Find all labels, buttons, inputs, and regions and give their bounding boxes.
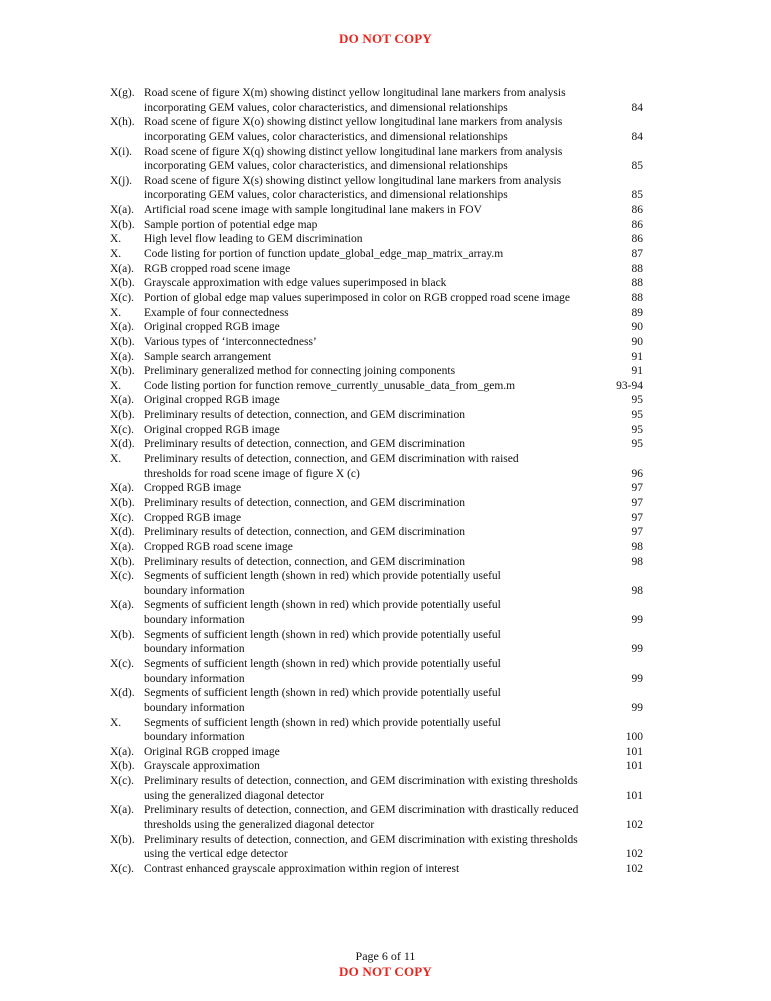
page-ref: 100	[625, 731, 643, 744]
toc-entry	[110, 569, 643, 598]
figure-label: X(a).	[110, 804, 134, 817]
figure-title: Cropped RGB road scene image	[144, 540, 293, 553]
toc-entry	[110, 540, 643, 555]
figure-title: Preliminary results of detection, connection, and GEM discrimination with drastically reduced	[144, 804, 579, 817]
toc-entry-line	[110, 862, 643, 877]
toc-entry	[110, 745, 643, 760]
figure-title: boundary information	[144, 701, 245, 714]
figure-title: Original RGB cropped image	[144, 745, 280, 758]
figure-label: X.	[110, 248, 122, 261]
toc-entry	[110, 115, 643, 144]
figure-title: Code listing portion for function remove_currently_unusable_data_from_gem.m	[144, 379, 516, 392]
toc-entry-line	[110, 540, 643, 555]
figure-title: Various types of ‘interconnectedness’	[144, 335, 317, 348]
toc-entry-line	[110, 437, 643, 452]
toc-entry-line	[110, 247, 643, 262]
toc-entry-line	[110, 569, 643, 584]
page-ref: 86	[631, 233, 643, 246]
toc-entry-line	[110, 320, 643, 335]
figure-title: Segments of sufficient length (shown in red) which provide potentially useful	[144, 570, 501, 583]
figure-title: Original cropped RGB image	[144, 321, 280, 334]
page-ref: 90	[631, 335, 643, 348]
toc-entry-line	[110, 657, 643, 672]
toc-entry-continuation	[110, 159, 643, 174]
figure-title: Preliminary results of detection, connection, and GEM discrimination	[144, 438, 465, 451]
page-ref: 96	[631, 467, 643, 480]
toc-entry-line	[110, 232, 643, 247]
toc-entry-line	[110, 86, 643, 101]
figure-title: boundary information	[144, 731, 245, 744]
figure-title: using the vertical edge detector	[144, 848, 288, 861]
page-ref: 99	[631, 672, 643, 685]
figure-title: incorporating GEM values, color characteristics, and dimensional relationships	[144, 130, 508, 143]
figure-label: X(a).	[110, 482, 134, 495]
page-ref: 97	[631, 511, 643, 524]
page-ref: 88	[631, 277, 643, 290]
figure-title: Segments of sufficient length (shown in red) which provide potentially useful	[144, 687, 501, 700]
toc-entry-continuation	[110, 730, 643, 745]
figure-label: X(c).	[110, 657, 134, 670]
page-ref: 102	[625, 862, 643, 875]
toc-entry	[110, 481, 643, 496]
page-ref: 98	[631, 555, 643, 568]
toc-entry	[110, 174, 643, 203]
toc-entry-continuation	[110, 789, 643, 804]
toc-entry-line	[110, 745, 643, 760]
toc-entry	[110, 86, 643, 115]
toc-entry	[110, 232, 643, 247]
figure-label: X(a).	[110, 321, 134, 334]
toc-entry	[110, 496, 643, 511]
figure-title: using the generalized diagonal detector	[144, 789, 325, 802]
toc-entry	[110, 306, 643, 321]
toc-entry-continuation	[110, 701, 643, 716]
toc-entry-continuation	[110, 642, 643, 657]
toc-entry	[110, 716, 643, 745]
toc-entry	[110, 833, 643, 862]
toc-entry-line	[110, 598, 643, 613]
page-ref: 86	[631, 218, 643, 231]
toc-entry-line	[110, 408, 643, 423]
toc-entry-line	[110, 555, 643, 570]
toc-entry-continuation	[110, 613, 643, 628]
toc-entry	[110, 262, 643, 277]
toc-entry-continuation	[110, 467, 643, 482]
toc-entry	[110, 335, 643, 350]
toc-entry-line	[110, 364, 643, 379]
toc-entry-line	[110, 686, 643, 701]
figure-title: RGB cropped road scene image	[144, 262, 291, 275]
toc-entry-continuation	[110, 847, 643, 862]
table-of-figures	[110, 86, 643, 877]
figure-title: Preliminary results of detection, connection, and GEM discrimination with existing thresholds	[144, 775, 578, 788]
page-ref: 101	[625, 745, 643, 758]
page-ref: 84	[631, 130, 643, 143]
toc-entry	[110, 291, 643, 306]
page-ref: 95	[631, 409, 643, 422]
figure-label: X(b).	[110, 833, 135, 846]
page-ref: 97	[631, 482, 643, 495]
toc-entry	[110, 686, 643, 715]
toc-entry-continuation	[110, 672, 643, 687]
toc-entry-line	[110, 218, 643, 233]
page-ref: 95	[631, 394, 643, 407]
page-ref: 101	[625, 760, 643, 773]
toc-entry	[110, 555, 643, 570]
toc-entry-line	[110, 350, 643, 365]
toc-entry-line	[110, 115, 643, 130]
figure-label: X(b).	[110, 277, 135, 290]
toc-entry-continuation	[110, 584, 643, 599]
toc-entry	[110, 276, 643, 291]
toc-entry	[110, 320, 643, 335]
figure-label: X(c).	[110, 511, 134, 524]
figure-label: X(a).	[110, 745, 134, 758]
figure-title: Preliminary results of detection, connection, and GEM discrimination with raised	[144, 453, 519, 466]
figure-label: X(d).	[110, 526, 135, 539]
toc-entry	[110, 452, 643, 481]
page-ref: 85	[631, 189, 643, 202]
page-ref: 87	[631, 248, 643, 261]
figure-label: X.	[110, 233, 122, 246]
toc-entry	[110, 379, 643, 394]
figure-title: Code listing for portion of function update_global_edge_map_matrix_array.m	[144, 248, 504, 261]
figure-label: X(b).	[110, 496, 135, 509]
figure-title: incorporating GEM values, color characteristics, and dimensional relationships	[144, 189, 508, 202]
figure-title: Preliminary results of detection, connection, and GEM discrimination	[144, 496, 465, 509]
toc-entry	[110, 437, 643, 452]
toc-entry-line	[110, 262, 643, 277]
page-ref: 85	[631, 160, 643, 173]
toc-entry-line	[110, 145, 643, 160]
page-ref: 97	[631, 496, 643, 509]
figure-label: X(a).	[110, 350, 134, 363]
figure-label: X(b).	[110, 409, 135, 422]
toc-entry-line	[110, 511, 643, 526]
figure-label: X(h).	[110, 116, 135, 129]
figure-label: X(d).	[110, 687, 135, 700]
do-not-copy-banner-bottom: DO NOT COPY	[339, 964, 432, 979]
figure-title: incorporating GEM values, color characteristics, and dimensional relationships	[144, 101, 508, 114]
figure-title: Contrast enhanced grayscale approximation within region of interest	[144, 862, 460, 875]
page-ref: 99	[631, 614, 643, 627]
toc-entry-line	[110, 423, 643, 438]
figure-label: X(b).	[110, 218, 135, 231]
figure-title: Road scene of figure X(q) showing distinct yellow longitudinal lane markers from analysis	[144, 145, 563, 158]
figure-title: Portion of global edge map values superimposed in color on RGB cropped road scene image	[144, 291, 571, 304]
figure-label: X(g).	[110, 87, 135, 99]
page-ref: 91	[631, 350, 643, 363]
figure-title: Segments of sufficient length (shown in red) which provide potentially useful	[144, 657, 501, 670]
toc-entry	[110, 203, 643, 218]
toc-entry	[110, 759, 643, 774]
page-ref: 95	[631, 423, 643, 436]
page-ref: 84	[631, 101, 643, 114]
toc-entry	[110, 774, 643, 803]
figure-title: Grayscale approximation	[144, 760, 260, 773]
page-ref: 86	[631, 204, 643, 217]
toc-entry-line	[110, 759, 643, 774]
figure-title: boundary information	[144, 584, 245, 597]
page-number: Page 6 of 11	[355, 949, 416, 963]
figure-title: thresholds for road scene image of figure X (c)	[144, 467, 360, 480]
figure-title: High level flow leading to GEM discrimination	[144, 233, 363, 246]
figure-label: X(b).	[110, 555, 135, 568]
toc-entry-line	[110, 306, 643, 321]
do-not-copy-banner-top: DO NOT COPY	[339, 31, 432, 46]
toc-entry-continuation	[110, 818, 643, 833]
figure-title: Preliminary results of detection, connection, and GEM discrimination with existing thresholds	[144, 833, 578, 846]
toc-entry-continuation	[110, 101, 643, 116]
page-ref: 98	[631, 584, 643, 597]
toc-entry-continuation	[110, 188, 643, 203]
toc-entry-line	[110, 481, 643, 496]
figure-label: X(a).	[110, 599, 134, 612]
figure-title: Segments of sufficient length (shown in red) which provide potentially useful	[144, 599, 501, 612]
toc-entry	[110, 525, 643, 540]
toc-entry-line	[110, 276, 643, 291]
figure-label: X(b).	[110, 335, 135, 348]
figure-label: X.	[110, 453, 122, 466]
toc-entry	[110, 408, 643, 423]
toc-entry	[110, 393, 643, 408]
figure-title: Sample search arrangement	[144, 350, 272, 363]
toc-entry-continuation	[110, 130, 643, 145]
page-ref: 88	[631, 262, 643, 275]
page-ref: 99	[631, 643, 643, 656]
toc-entry-line	[110, 525, 643, 540]
toc-entry-line	[110, 833, 643, 848]
toc-entry-line	[110, 716, 643, 731]
figure-title: boundary information	[144, 614, 245, 627]
toc-entry-line	[110, 774, 643, 789]
figure-label: X(j).	[110, 174, 133, 187]
toc-entry-line	[110, 393, 643, 408]
toc-entry-line	[110, 628, 643, 643]
figure-title: Preliminary results of detection, connection, and GEM discrimination	[144, 526, 465, 539]
page-ref: 101	[625, 789, 643, 802]
toc-entry	[110, 350, 643, 365]
page-ref: 99	[631, 701, 643, 714]
figure-label: X.	[110, 716, 122, 729]
figure-title: Cropped RGB image	[144, 482, 242, 495]
page-ref: 97	[631, 526, 643, 539]
figure-title: Example of four connectedness	[144, 306, 289, 319]
page-ref: 93-94	[616, 379, 643, 392]
figure-title: Preliminary generalized method for connecting joining components	[144, 365, 456, 378]
figure-label: X(c).	[110, 775, 134, 788]
page-ref: 91	[631, 365, 643, 378]
page-ref: 102	[625, 848, 643, 861]
page-ref: 90	[631, 321, 643, 334]
figure-title: Original cropped RGB image	[144, 423, 280, 436]
figure-label: X(b).	[110, 628, 135, 641]
page-ref: 88	[631, 291, 643, 304]
figure-title: Preliminary results of detection, connection, and GEM discrimination	[144, 409, 465, 422]
toc-entry-line	[110, 803, 643, 818]
toc-entry	[110, 145, 643, 174]
figure-label: X(b).	[110, 760, 135, 773]
toc-entry	[110, 862, 643, 877]
toc-entry-line	[110, 291, 643, 306]
toc-entry-line	[110, 379, 643, 394]
figure-label: X(c).	[110, 423, 134, 436]
toc-entry	[110, 423, 643, 438]
figure-label: X(c).	[110, 570, 134, 583]
figure-title: Sample portion of potential edge map	[144, 218, 318, 231]
figure-title: Artificial road scene image with sample longitudinal lane makers in FOV	[144, 204, 482, 217]
figure-title: Cropped RGB image	[144, 511, 242, 524]
toc-entry-line	[110, 335, 643, 350]
toc-entry	[110, 247, 643, 262]
figure-title: Road scene of figure X(s) showing distinct yellow longitudinal lane markers from analysis	[144, 174, 562, 187]
toc-entry	[110, 218, 643, 233]
figure-title: Segments of sufficient length (shown in red) which provide potentially useful	[144, 716, 501, 729]
figure-label: X(i).	[110, 145, 133, 158]
figure-label: X(d).	[110, 438, 135, 451]
toc-entry	[110, 598, 643, 627]
figure-title: Road scene of figure X(m) showing distinct yellow longitudinal lane markers from analysis	[144, 87, 566, 99]
figure-label: X.	[110, 379, 122, 392]
toc-entry	[110, 511, 643, 526]
figure-label: X(b).	[110, 365, 135, 378]
toc-entry-line	[110, 203, 643, 218]
figure-label: X(c).	[110, 291, 134, 304]
page-ref: 102	[625, 819, 643, 832]
figure-label: X(c).	[110, 862, 134, 875]
toc-entry	[110, 364, 643, 379]
toc-entry	[110, 657, 643, 686]
figure-title: boundary information	[144, 643, 245, 656]
figure-title: incorporating GEM values, color characteristics, and dimensional relationships	[144, 160, 508, 173]
figure-title: thresholds using the generalized diagonal detector	[144, 819, 375, 832]
figure-label: X(a).	[110, 394, 134, 407]
figure-label: X(a).	[110, 540, 134, 553]
figure-title: Grayscale approximation with edge values superimposed in black	[144, 277, 447, 290]
page-ref: 89	[631, 306, 643, 319]
figure-title: Original cropped RGB image	[144, 394, 280, 407]
toc-entry	[110, 628, 643, 657]
toc-entry-line	[110, 496, 643, 511]
page-ref: 95	[631, 438, 643, 451]
figure-title: boundary information	[144, 672, 245, 685]
figure-label: X(a).	[110, 204, 134, 217]
page-ref: 98	[631, 540, 643, 553]
figure-label: X.	[110, 306, 122, 319]
figure-title: Preliminary results of detection, connection, and GEM discrimination	[144, 555, 465, 568]
toc-entry-line	[110, 452, 643, 467]
toc-entry	[110, 803, 643, 832]
figure-label: X(a).	[110, 262, 134, 275]
figure-title: Segments of sufficient length (shown in red) which provide potentially useful	[144, 628, 501, 641]
toc-entry-line	[110, 174, 643, 189]
figure-title: Road scene of figure X(o) showing distinct yellow longitudinal lane markers from analysis	[144, 116, 563, 129]
